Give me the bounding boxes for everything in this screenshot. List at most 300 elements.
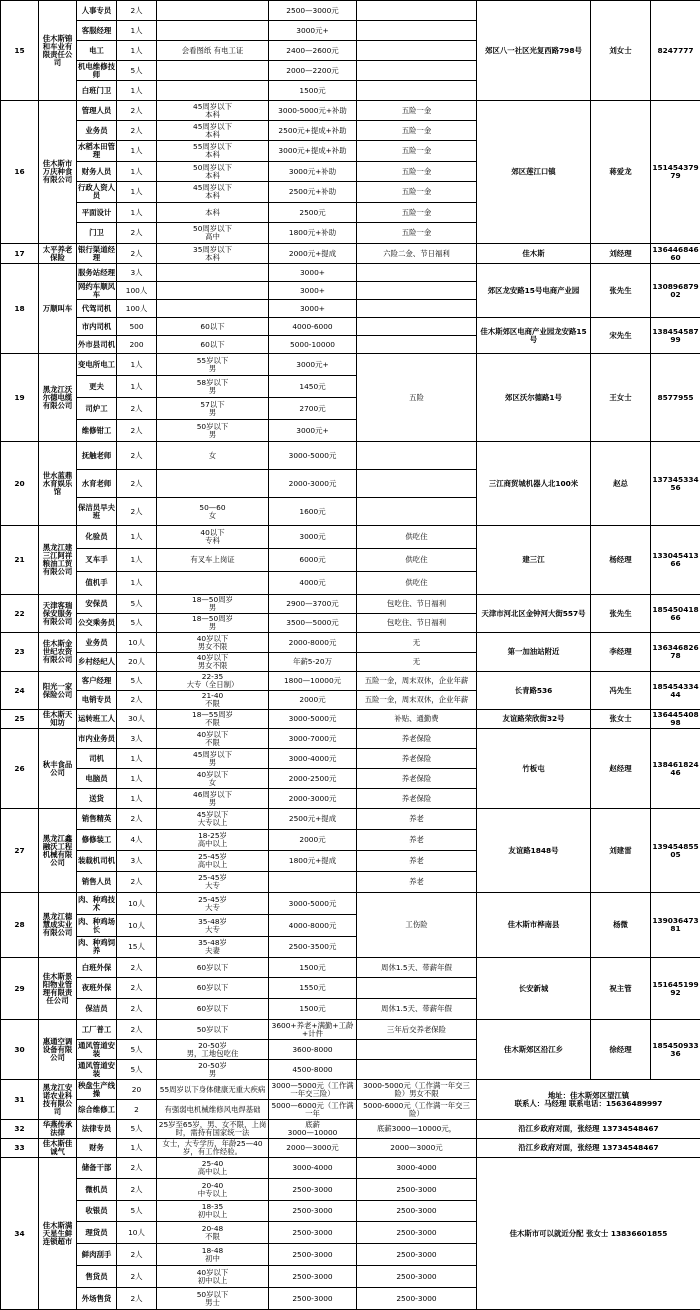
- job-headcount: 3人: [117, 851, 157, 872]
- job-salary: 3000元+: [269, 21, 357, 41]
- job-headcount: 3人: [117, 729, 157, 749]
- job-requirements: 18—50周岁 男: [157, 595, 269, 614]
- job-headcount: 20人: [117, 653, 157, 672]
- company-number: 24: [1, 672, 39, 710]
- job-position: 水稻本田管理: [77, 141, 117, 162]
- job-salary: 2500元+提成: [269, 809, 357, 830]
- company-name: 华燕传承法律: [39, 1120, 77, 1139]
- job-position: 司机: [77, 749, 117, 769]
- contact-phone: 13644540898: [651, 710, 700, 729]
- job-requirements: 55岁以下 男: [157, 354, 269, 376]
- job-salary: 1800—10000元: [269, 672, 357, 691]
- contact-phone: 13304541366: [651, 526, 700, 595]
- company-address: 郊区沃尔德路1号: [477, 354, 591, 442]
- company-name: 佳木斯市万庆种食有限公司: [39, 101, 77, 244]
- job-position: 变电所电工: [77, 354, 117, 376]
- job-position: 抚触老师: [77, 442, 117, 470]
- job-benefits: 五险一金: [357, 101, 477, 121]
- job-benefits: 2500-3000: [357, 1179, 477, 1201]
- company-address: 沿江乡政府对面，张经理 13734548467: [477, 1139, 700, 1158]
- contact-phone: 13644684660: [651, 244, 700, 264]
- job-requirements: 45周岁以下 本科: [157, 121, 269, 141]
- job-headcount: 2人: [117, 809, 157, 830]
- contact-person: 冯先生: [591, 672, 651, 710]
- job-position: 综合维修工: [77, 1100, 117, 1120]
- job-benefits: 3000-4000: [357, 1158, 477, 1179]
- job-benefits: 养老: [357, 872, 477, 893]
- job-benefits: 五险一金，周末双休，企业年薪: [357, 691, 477, 710]
- table-row: [1, 244, 700, 264]
- job-salary: 3000—5000元（工作满一年交三险）: [269, 1080, 357, 1100]
- job-benefits: 工伤险: [357, 893, 477, 958]
- job-benefits: 供吃住: [357, 572, 477, 595]
- job-benefits: [357, 442, 477, 470]
- job-salary: 2900—3700元: [269, 595, 357, 614]
- job-requirements: 35周岁以下 本科: [157, 244, 269, 264]
- job-salary: 3000+: [269, 264, 357, 282]
- company-name: 世水蓝鼎水育娱乐馆: [39, 442, 77, 526]
- job-requirements: 45周岁以下 本科: [157, 182, 269, 203]
- job-headcount: 1人: [117, 1139, 157, 1158]
- job-requirements: 60岁以下: [157, 958, 269, 978]
- table-row: [1, 354, 700, 376]
- job-headcount: 5人: [117, 1060, 157, 1080]
- company-address: 佳木斯市可以就近分配 张女士 13836601855: [477, 1158, 700, 1310]
- job-requirements: 25-40 高中以上: [157, 1158, 269, 1179]
- job-requirements: [157, 1, 269, 21]
- job-headcount: 2: [117, 1100, 157, 1120]
- job-benefits: 五险: [357, 354, 477, 442]
- job-headcount: 2人: [117, 872, 157, 893]
- job-requirements: 40岁以下 初中以上: [157, 1266, 269, 1288]
- company-number: 28: [1, 893, 39, 958]
- job-position: 秧盘生产线操: [77, 1080, 117, 1100]
- job-position: 电工: [77, 41, 117, 61]
- job-requirements: 25-45岁 高中以上: [157, 851, 269, 872]
- job-benefits: 养老保险: [357, 789, 477, 809]
- table-row: [1, 526, 700, 549]
- job-headcount: 10人: [117, 633, 157, 653]
- job-requirements: 50周岁以下 本科: [157, 162, 269, 182]
- job-salary: 3000-4000元: [269, 749, 357, 769]
- job-headcount: 5人: [117, 61, 157, 81]
- company-number: 18: [1, 264, 39, 354]
- job-requirements: 57以下 男: [157, 398, 269, 420]
- job-benefits: 2500-3000: [357, 1244, 477, 1266]
- job-headcount: 2人: [117, 121, 157, 141]
- job-headcount: 2人: [117, 978, 157, 999]
- job-position: 保洁员早夫班: [77, 498, 117, 526]
- job-salary: 3000-5000元: [269, 893, 357, 915]
- job-salary: 2000-8000元: [269, 633, 357, 653]
- job-requirements: 有叉车上岗证: [157, 549, 269, 572]
- job-benefits: 周休1.5天、带薪年假: [357, 999, 477, 1020]
- table-row: [1, 1080, 700, 1100]
- job-headcount: 10人: [117, 1222, 157, 1244]
- company-number: 33: [1, 1139, 39, 1158]
- job-headcount: 1人: [117, 21, 157, 41]
- job-benefits: 2500-3000: [357, 1266, 477, 1288]
- job-salary: 1550元: [269, 978, 357, 999]
- job-requirements: 60岁以下: [157, 999, 269, 1020]
- job-headcount: 1人: [117, 203, 157, 223]
- contact-person: 杨经理: [591, 526, 651, 595]
- job-benefits: 五险一金: [357, 182, 477, 203]
- job-benefits: 2000—3000元: [357, 1139, 477, 1158]
- job-benefits: 无: [357, 633, 477, 653]
- job-benefits: 养老保险: [357, 769, 477, 789]
- job-benefits: [357, 1, 477, 21]
- table-row: [1, 1139, 700, 1158]
- job-position: 公交乘务员: [77, 614, 117, 633]
- job-salary: 5000-10000: [269, 336, 357, 354]
- job-requirements: [157, 61, 269, 81]
- job-headcount: 2人: [117, 101, 157, 121]
- contact-phone: 13734533456: [651, 442, 700, 526]
- job-position: 维修钳工: [77, 420, 117, 442]
- job-position: 代驾司机: [77, 300, 117, 318]
- company-name: 佳木斯锦和车业有限责任公司: [39, 1, 77, 101]
- company-address: 沿江乡政府对面，张经理 13734548467: [477, 1120, 700, 1139]
- company-number: 31: [1, 1080, 39, 1120]
- job-headcount: 10人: [117, 893, 157, 915]
- company-number: 17: [1, 244, 39, 264]
- job-salary: 2000元: [269, 830, 357, 851]
- job-headcount: 5人: [117, 1201, 157, 1222]
- job-salary: 2500—3000元: [269, 1, 357, 21]
- job-position: 业务员: [77, 121, 117, 141]
- job-position: 运转班工人: [77, 710, 117, 729]
- company-address: 佳木斯: [477, 244, 591, 264]
- job-benefits: [357, 336, 477, 354]
- job-salary: 3600-8000: [269, 1040, 357, 1060]
- job-salary: 6000元: [269, 549, 357, 572]
- job-position: 客服经理: [77, 21, 117, 41]
- table-row: [1, 633, 700, 653]
- job-benefits: 五险一金: [357, 121, 477, 141]
- job-position: 化验员: [77, 526, 117, 549]
- job-headcount: 1人: [117, 789, 157, 809]
- job-position: 人事专员: [77, 1, 117, 21]
- job-requirements: 会看图纸 有电工证: [157, 41, 269, 61]
- contact-person: 张先生: [591, 264, 651, 318]
- job-requirements: 18-48 初中: [157, 1244, 269, 1266]
- contact-person: 张女士: [591, 710, 651, 729]
- job-headcount: 5人: [117, 672, 157, 691]
- job-position: 机电维修技师: [77, 61, 117, 81]
- job-position: 门卫: [77, 223, 117, 244]
- job-headcount: 2人: [117, 1266, 157, 1288]
- job-requirements: 40岁以下 不限: [157, 729, 269, 749]
- job-requirements: 50—60 女: [157, 498, 269, 526]
- job-salary: 2500-3000: [269, 1244, 357, 1266]
- job-requirements: 50周岁以下 高中: [157, 223, 269, 244]
- table-row: [1, 318, 700, 336]
- job-requirements: 55周岁以下身体健康无重大疾病: [157, 1080, 269, 1100]
- company-name: 天津客瑞保安服务有限公司: [39, 595, 77, 633]
- job-requirements: 40岁以下 男女不限: [157, 633, 269, 653]
- table-row: [1, 893, 700, 915]
- table-row: [1, 1158, 700, 1179]
- company-number: 21: [1, 526, 39, 595]
- company-address: 长青路536: [477, 672, 591, 710]
- job-benefits: 五险一金: [357, 162, 477, 182]
- company-address: 佳木斯市桦南县: [477, 893, 591, 958]
- job-position: 理货员: [77, 1222, 117, 1244]
- job-requirements: [157, 282, 269, 300]
- company-name: 佳木斯满天星生鲜连锁超市: [39, 1158, 77, 1310]
- job-position: 鲜肉刮手: [77, 1244, 117, 1266]
- company-address: 郊区龙安路15号电商产业园: [477, 264, 591, 318]
- job-requirements: 18—50周岁 男: [157, 614, 269, 633]
- company-address: 天津市河北区金钟河大街557号: [477, 595, 591, 633]
- job-position: 外场售货: [77, 1288, 117, 1310]
- job-benefits: 2500-3000: [357, 1222, 477, 1244]
- job-salary: 3000元+提成+补助: [269, 141, 357, 162]
- job-headcount: 1人: [117, 376, 157, 398]
- job-position: 行政人资人员: [77, 182, 117, 203]
- contact-person: 王女士: [591, 354, 651, 442]
- job-headcount: 1人: [117, 354, 157, 376]
- job-position: 叉车手: [77, 549, 117, 572]
- job-salary: 5000—6000元（工作满一年: [269, 1100, 357, 1120]
- job-salary: 1600元: [269, 498, 357, 526]
- job-benefits: 养老: [357, 809, 477, 830]
- job-position: 修修装工: [77, 830, 117, 851]
- company-name: 黑龙江鑫融沃工程机械有限公司: [39, 809, 77, 893]
- contact-phone: 13634682678: [651, 633, 700, 672]
- job-salary: 3000元+: [269, 420, 357, 442]
- company-name: 佳木斯金世纪农资有限公司: [39, 633, 77, 672]
- job-requirements: 18-25岁 高中以上: [157, 830, 269, 851]
- job-headcount: 1人: [117, 749, 157, 769]
- job-salary: 底薪 3000—10000: [269, 1120, 357, 1139]
- job-headcount: 2人: [117, 223, 157, 244]
- job-salary: 1500元: [269, 81, 357, 101]
- job-requirements: [157, 470, 269, 498]
- job-benefits: 包吃住、节日福利: [357, 614, 477, 633]
- job-position: 更夫: [77, 376, 117, 398]
- job-requirements: 58岁以下 男: [157, 376, 269, 398]
- job-salary: 2500-3000: [269, 1222, 357, 1244]
- job-requirements: 40岁以下 女: [157, 769, 269, 789]
- job-position: 银行渠道经理: [77, 244, 117, 264]
- job-position: 电脑员: [77, 769, 117, 789]
- job-headcount: 2人: [117, 244, 157, 264]
- job-position: 市内司机: [77, 318, 117, 336]
- job-headcount: 1人: [117, 141, 157, 162]
- job-requirements: 22-35 大专（全日制）: [157, 672, 269, 691]
- job-headcount: 1人: [117, 182, 157, 203]
- job-position: 网约车顺风车: [77, 282, 117, 300]
- job-requirements: 50岁以下 男: [157, 420, 269, 442]
- job-position: 通风管道安装: [77, 1040, 117, 1060]
- company-number: 25: [1, 710, 39, 729]
- job-salary: 2000-3000元: [269, 470, 357, 498]
- job-position: 收银员: [77, 1201, 117, 1222]
- job-position: 安保员: [77, 595, 117, 614]
- job-requirements: 40以下 专科: [157, 526, 269, 549]
- job-requirements: [157, 572, 269, 595]
- job-salary: 1500元: [269, 999, 357, 1020]
- job-headcount: 2人: [117, 1158, 157, 1179]
- job-position: 销售人员: [77, 872, 117, 893]
- job-requirements: 45周岁以下 男: [157, 749, 269, 769]
- company-name: 惠通空调设备有限公司: [39, 1020, 77, 1080]
- job-headcount: 100人: [117, 282, 157, 300]
- contact-person: 杨微: [591, 893, 651, 958]
- job-position: 装载机司机: [77, 851, 117, 872]
- contact-person: 刘建雷: [591, 809, 651, 893]
- job-headcount: 3人: [117, 264, 157, 282]
- job-requirements: 35-48岁 夫妻: [157, 937, 269, 958]
- company-address: 竹板屯: [477, 729, 591, 809]
- job-benefits: [357, 61, 477, 81]
- job-requirements: [157, 264, 269, 282]
- job-headcount: 2人: [117, 1, 157, 21]
- job-position: 肉、种鸡饲养: [77, 937, 117, 958]
- contact-phone: 18545093336: [651, 1020, 700, 1080]
- job-position: 管理人员: [77, 101, 117, 121]
- job-position: 司炉工: [77, 398, 117, 420]
- company-address: 郊区八一社区光复西路798号: [477, 1, 591, 101]
- job-headcount: 2人: [117, 420, 157, 442]
- job-benefits: 养老保险: [357, 749, 477, 769]
- job-position: 市内业务员: [77, 729, 117, 749]
- job-benefits: [357, 470, 477, 498]
- company-address: 地址：佳木斯郊区望江镇 联系人：马经理 联系电话：15636489997: [477, 1080, 700, 1120]
- job-salary: 4000-8000元: [269, 915, 357, 937]
- company-address: 三江商贸城机器人北100米: [477, 442, 591, 526]
- company-address: 佳木斯郊区电商产业园龙安路15号: [477, 318, 591, 354]
- job-salary: 2500元+提成+补助: [269, 121, 357, 141]
- company-address: 建三江: [477, 526, 591, 595]
- contact-phone: 13903647381: [651, 893, 700, 958]
- job-salary: 3000元+: [269, 354, 357, 376]
- job-requirements: 50岁以下: [157, 1020, 269, 1040]
- job-requirements: 35-48岁 大专: [157, 915, 269, 937]
- job-position: 平面设计: [77, 203, 117, 223]
- job-salary: 1450元: [269, 376, 357, 398]
- job-requirements: 20-48 不限: [157, 1222, 269, 1244]
- job-salary: 2000-2500元: [269, 769, 357, 789]
- job-benefits: 补贴、通勤费: [357, 710, 477, 729]
- company-number: 19: [1, 354, 39, 442]
- company-number: 27: [1, 809, 39, 893]
- job-headcount: 2人: [117, 470, 157, 498]
- job-requirements: 25-45岁 大专: [157, 872, 269, 893]
- job-headcount: 15人: [117, 937, 157, 958]
- job-benefits: 3000-5000元（工作满一年交三险）男女不限: [357, 1080, 477, 1100]
- job-requirements: 60以下: [157, 336, 269, 354]
- job-headcount: 2人: [117, 958, 157, 978]
- company-name: 万顺叫车: [39, 264, 77, 354]
- company-name: 佳木斯佳诚气: [39, 1139, 77, 1158]
- job-headcount: 1人: [117, 769, 157, 789]
- job-requirements: 60岁以下: [157, 978, 269, 999]
- job-salary: 2500-3000: [269, 1201, 357, 1222]
- job-requirements: 21-40 不限: [157, 691, 269, 710]
- job-salary: 4000-6000: [269, 318, 357, 336]
- table-row: [1, 1, 700, 21]
- job-salary: 3000-5000元: [269, 710, 357, 729]
- job-benefits: 五险一金: [357, 203, 477, 223]
- company-number: 23: [1, 633, 39, 672]
- job-requirements: [157, 300, 269, 318]
- job-salary: 2500元+补助: [269, 182, 357, 203]
- contact-phone: 13945485505: [651, 809, 700, 893]
- job-headcount: 2人: [117, 999, 157, 1020]
- job-benefits: 2500-3000: [357, 1201, 477, 1222]
- company-number: 22: [1, 595, 39, 633]
- job-position: 法律专员: [77, 1120, 117, 1139]
- contact-person: 赵经理: [591, 729, 651, 809]
- job-headcount: 2人: [117, 498, 157, 526]
- company-number: 32: [1, 1120, 39, 1139]
- job-headcount: 1人: [117, 162, 157, 182]
- table-row: [1, 809, 700, 830]
- job-headcount: 5人: [117, 595, 157, 614]
- company-name: 黑龙江建三江阿祥粮油工贸有限公司: [39, 526, 77, 595]
- table-row: [1, 595, 700, 614]
- job-requirements: 45岁以下 大专以上: [157, 809, 269, 830]
- job-benefits: 底薪3000—10000元，: [357, 1120, 477, 1139]
- job-position: 客户经理: [77, 672, 117, 691]
- job-position: 财务人员: [77, 162, 117, 182]
- contact-phone: 15145437979: [651, 101, 700, 244]
- job-headcount: 1人: [117, 526, 157, 549]
- job-salary: 2500-3000: [269, 1266, 357, 1288]
- job-benefits: 无: [357, 653, 477, 672]
- company-number: 29: [1, 958, 39, 1020]
- job-benefits: 5000-6000元（工作满一年交三险）: [357, 1100, 477, 1120]
- job-position: 储备干部: [77, 1158, 117, 1179]
- job-position: 值机手: [77, 572, 117, 595]
- job-salary: 2000—2200元: [269, 61, 357, 81]
- job-requirements: 55周岁以下 本科: [157, 141, 269, 162]
- contact-person: 祝主管: [591, 958, 651, 1020]
- company-name: 黑龙江沃尔德电缆有限公司: [39, 354, 77, 442]
- job-benefits: [357, 978, 477, 999]
- job-salary: 2400—2600元: [269, 41, 357, 61]
- table-row: [1, 101, 700, 121]
- company-number: 16: [1, 101, 39, 244]
- job-requirements: 有强弱电机械维修风电焊基础: [157, 1100, 269, 1120]
- job-requirements: 20-50岁 男: [157, 1060, 269, 1080]
- table-row: [1, 442, 700, 470]
- job-position: 保洁员: [77, 999, 117, 1020]
- job-position: 乡村经纪人: [77, 653, 117, 672]
- table-body: [1, 1, 700, 1310]
- company-name: 阳光一家保险公司: [39, 672, 77, 710]
- company-address: 友谊路1848号: [477, 809, 591, 893]
- job-salary: 4500-8000: [269, 1060, 357, 1080]
- job-headcount: 2人: [117, 691, 157, 710]
- job-salary: 3500—5000元: [269, 614, 357, 633]
- contact-phone: 13846182446: [651, 729, 700, 809]
- job-salary: 3000元+补助: [269, 162, 357, 182]
- job-requirements: 20-50岁 男，工地包吃住: [157, 1040, 269, 1060]
- company-name: 秋丰食品公司: [39, 729, 77, 809]
- job-headcount: 10人: [117, 915, 157, 937]
- job-requirements: 46周岁以下 男: [157, 789, 269, 809]
- contact-person: 李经理: [591, 633, 651, 672]
- job-requirements: 50岁以下 男士: [157, 1288, 269, 1310]
- job-position: 业务员: [77, 633, 117, 653]
- job-position: 服务站经理: [77, 264, 117, 282]
- job-headcount: 2人: [117, 1288, 157, 1310]
- contact-phone: 13845458799: [651, 318, 700, 354]
